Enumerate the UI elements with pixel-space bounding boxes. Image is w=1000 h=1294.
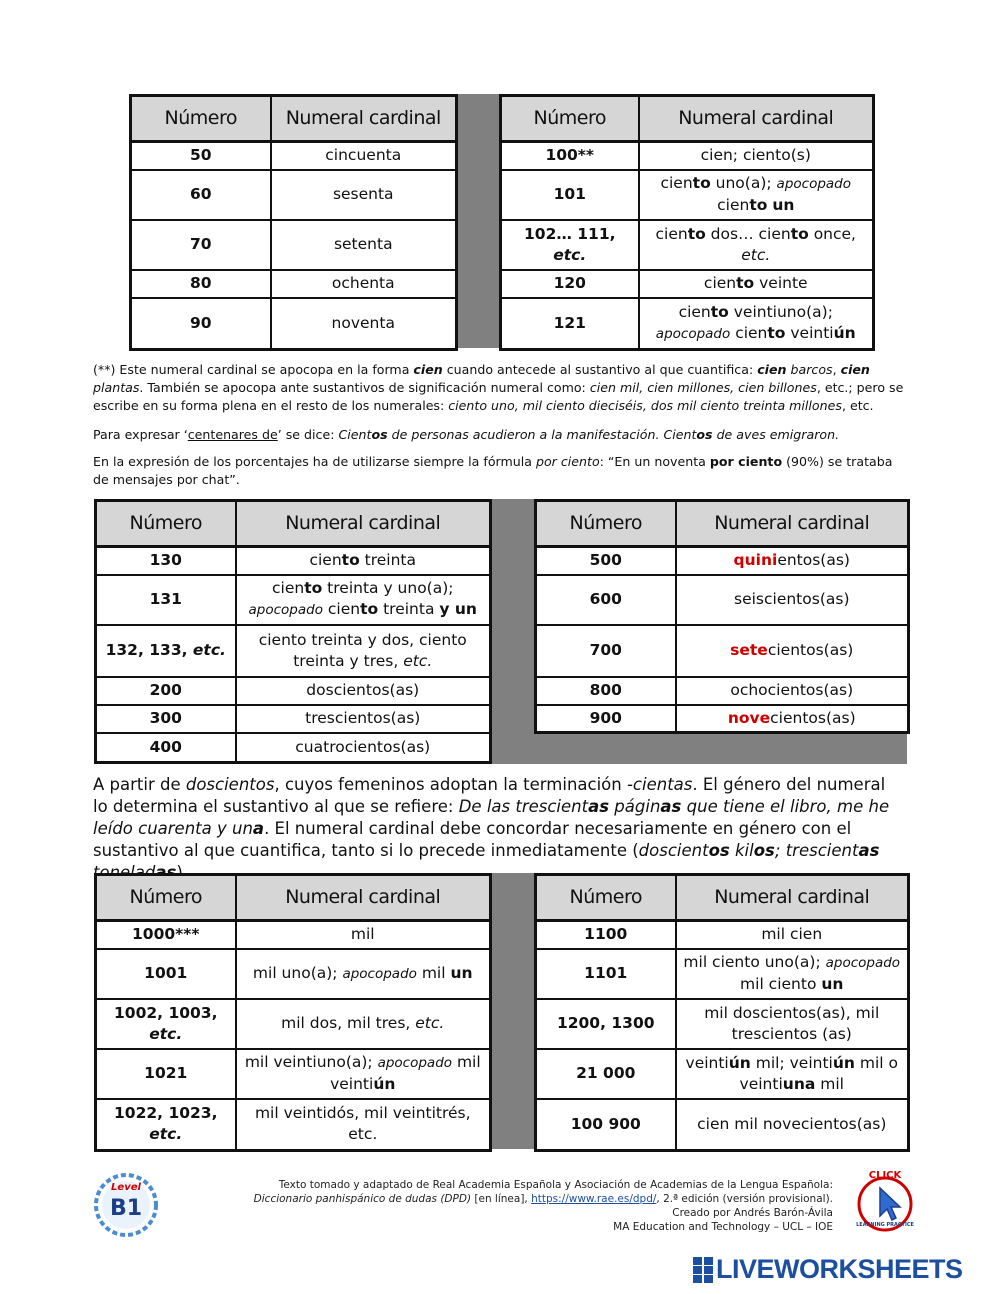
cell-number: 1021 [96, 1049, 236, 1099]
click-logo-top: CLICK [868, 1170, 902, 1181]
header-numero: Número [131, 96, 271, 142]
cell-number: 70 [131, 220, 271, 270]
cell-cardinal: cincuenta [271, 142, 457, 170]
cell-cardinal: ciento treinta y uno(a); apocopado ciento treinta y un [236, 575, 491, 625]
header-numero: Número [96, 875, 236, 921]
cell-cardinal: quinientos(as) [676, 547, 909, 575]
header-cardinal: Numeral cardinal [236, 501, 491, 547]
cell-number: 120 [501, 270, 639, 298]
cell-number: 80 [131, 270, 271, 298]
cell-cardinal: novecientos(as) [676, 705, 909, 733]
cell-cardinal: ciento dos… ciento once, etc. [639, 220, 874, 270]
table1-separator [453, 94, 501, 348]
cell-cardinal: mil uno(a); apocopado mil un [236, 949, 491, 999]
cell-number: 132, 133, etc. [96, 625, 236, 677]
cell-number: 50 [131, 142, 271, 170]
liveworksheets-brand[interactable] [692, 1254, 990, 1286]
credit-line: Creado por Andrés Barón-Ávila [672, 1207, 833, 1219]
cell-cardinal: ciento treinta y dos, ciento treinta y tres, etc. [236, 625, 491, 677]
cell-number: 100 900 [536, 1099, 676, 1151]
dpd-link[interactable]: https://www.rae.es/dpd/ [531, 1193, 657, 1205]
credit-line: Diccionario panhispánico de dudas (DPD) [en línea], https://www.rae.es/dpd/, 2.ª edición (versión provisional). [253, 1193, 833, 1205]
header-cardinal: Numeral cardinal [271, 96, 457, 142]
cell-cardinal: veintiún mil; veintiún mil o veintiuna mil [676, 1049, 909, 1099]
cell-cardinal: trescientos(as) [236, 705, 491, 733]
cell-cardinal: ciento veinte [639, 270, 874, 298]
table2-left [94, 499, 492, 764]
cell-cardinal: cien mil novecientos(as) [676, 1099, 909, 1151]
cell-cardinal: noventa [271, 298, 457, 350]
cell-number: 90 [131, 298, 271, 350]
header-cardinal: Numeral cardinal [676, 501, 909, 547]
footnote-apocope: (**) Este numeral cardinal se apocopa en la forma cien cuando antecede al sustantivo al que cuantifica: cien barcos, cien plantas. También se apocopa ante sustantivos de significación numeral como: cien mil, cien millones, cien billones, etc.; pero se escribe en su forma plena en el resto de los numerales: ciento uno, mil ciento dieciséis, dos mil ciento treinta millones, etc. [93, 362, 904, 413]
cell-cardinal: doscientos(as) [236, 677, 491, 705]
credit-line: Texto tomado y adaptado de Real Academia Española y Asociación de Academias de la Lengua Española: [278, 1179, 833, 1191]
cell-number: 1022, 1023, etc. [96, 1099, 236, 1151]
table3-separator [487, 873, 536, 1149]
cell-cardinal: mil veintiuno(a); apocopado mil veintiún [236, 1049, 491, 1099]
click-logo [850, 1170, 920, 1234]
liveworksheets-wordmark: LIVEWORKSHEETS [716, 1254, 963, 1284]
cell-cardinal: mil dos, mil tres, etc. [236, 999, 491, 1049]
cell-cardinal: mil cien [676, 921, 909, 949]
header-numero: Número [536, 501, 676, 547]
gender-paragraph: A partir de doscientos, cuyos femeninos adoptan la terminación -cientas. El género del numeral lo determina el sustantivo al que se refiere: De las trescientas páginas que tiene el libro, me he leído cuarenta y una. El numeral cardinal debe concordar necesariamente en género con el sustantivo al que cuantifica, tanto si lo precede inmediatamente (doscientos kilos; trescientas [93, 775, 890, 860]
cell-number: 21 000 [536, 1049, 676, 1099]
header-cardinal: Numeral cardinal [639, 96, 874, 142]
badge-level-label: Level [111, 1182, 141, 1193]
cell-number: 900 [536, 705, 676, 733]
cell-cardinal: setenta [271, 220, 457, 270]
cell-number: 121 [501, 298, 639, 350]
cell-number: 800 [536, 677, 676, 705]
cell-number: 200 [96, 677, 236, 705]
cell-cardinal: ciento uno(a); apocopado ciento un [639, 170, 874, 220]
cell-number: 1100 [536, 921, 676, 949]
header-cardinal: Numeral cardinal [236, 875, 491, 921]
cell-number: 1002, 1003, etc. [96, 999, 236, 1049]
cell-cardinal: cuatrocientos(as) [236, 733, 491, 763]
table1-right [499, 94, 875, 351]
source-credits [250, 1178, 833, 1234]
credit-line: MA Education and Technology – UCL – IOE [613, 1221, 833, 1233]
cell-cardinal: mil ciento uno(a); apocopado mil ciento un [676, 949, 909, 999]
table3-right [534, 873, 910, 1152]
cell-number: 1101 [536, 949, 676, 999]
click-logo-bottom: LEARNING PRACTICE [856, 1222, 914, 1228]
cell-number: 102… 111, etc. [501, 220, 639, 270]
cell-cardinal: ochenta [271, 270, 457, 298]
header-numero: Número [536, 875, 676, 921]
cell-number: 1001 [96, 949, 236, 999]
cell-number: 131 [96, 575, 236, 625]
cell-cardinal: ochocientos(as) [676, 677, 909, 705]
table2-right [534, 499, 910, 734]
cell-number: 300 [96, 705, 236, 733]
cell-cardinal: seiscientos(as) [676, 575, 909, 625]
cell-number: 1000*** [96, 921, 236, 949]
cell-number: 600 [536, 575, 676, 625]
note-centenares: Para expresar ‘centenares de’ se dice: Cientos de personas acudieron a la manifestación. Cientos de aves emigraron. [93, 427, 840, 442]
cell-cardinal: mil [236, 921, 491, 949]
cell-cardinal: sesenta [271, 170, 457, 220]
cell-cardinal: ciento veintiuno(a); apocopado ciento veintiún [639, 298, 874, 350]
cell-cardinal: ciento treinta [236, 547, 491, 575]
cell-cardinal: mil veintidós, mil veintitrés, etc. [236, 1099, 491, 1151]
table1-left [129, 94, 458, 351]
cell-cardinal: setecientos(as) [676, 625, 909, 677]
cell-number: 700 [536, 625, 676, 677]
cell-cardinal: mil doscientos(as), mil trescientos (as) [676, 999, 909, 1049]
cell-cardinal: cien; ciento(s) [639, 142, 874, 170]
liveworksheets-logo-icon [692, 1256, 714, 1284]
level-badge [93, 1172, 159, 1238]
cell-number: 100** [501, 142, 639, 170]
note-porcentajes: En la expresión de los porcentajes ha de utilizarse siempre la fórmula por ciento: “En un noventa por ciento (90%) se trataba de mensajes por chat”. [93, 454, 893, 487]
header-numero: Número [96, 501, 236, 547]
header-cardinal: Numeral cardinal [676, 875, 909, 921]
table3-left [94, 873, 492, 1152]
cell-number: 400 [96, 733, 236, 763]
badge-level-value: B1 [109, 1196, 143, 1221]
cell-number: 101 [501, 170, 639, 220]
cell-number: 1200, 1300 [536, 999, 676, 1049]
header-numero: Número [501, 96, 639, 142]
cell-number: 500 [536, 547, 676, 575]
cell-number: 60 [131, 170, 271, 220]
cell-number: 130 [96, 547, 236, 575]
